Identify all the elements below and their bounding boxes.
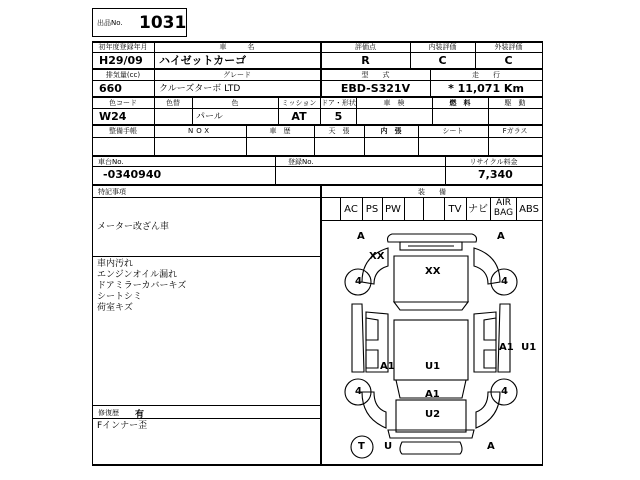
list-item: エンジンオイル漏れ: [97, 270, 178, 280]
grade-label: グレード: [223, 71, 251, 79]
mark-roof: U1: [425, 361, 441, 372]
mark-tire-fr: 4: [501, 276, 508, 287]
mark-tire-rl: 4: [355, 386, 362, 397]
lot-box: [92, 8, 187, 37]
mark-tire-fl: 4: [355, 276, 362, 287]
equip-ac: AC: [344, 204, 358, 215]
roof-label: 天 張: [328, 127, 350, 135]
list-item: 荷室キズ: [97, 303, 133, 313]
hood-outline: [394, 256, 468, 302]
repair-detail: Fインナー歪: [97, 421, 148, 431]
mark-front-left: A: [357, 231, 365, 242]
inspection-label: 車 検: [383, 99, 405, 107]
color-code-label: 色コード: [109, 99, 137, 107]
mileage-value: * 11,071 Km: [448, 82, 524, 95]
car-name-label: 車 名: [219, 43, 255, 51]
nox-label: NOX: [187, 127, 213, 135]
fuel-label: 燃 料: [449, 99, 471, 107]
mark-hood: XX: [425, 266, 441, 277]
reg-no-label: 登録No.: [288, 158, 314, 166]
mark-front-right: A: [497, 231, 505, 242]
repair-value: 有: [135, 410, 145, 420]
mileage-label: 走 行: [472, 71, 500, 79]
equip-pw: PW: [385, 204, 401, 215]
recycle-label: リサイクル料金: [469, 158, 518, 166]
first-reg-label: 初年度登録年月: [98, 43, 148, 51]
grade-value: クルーズターボ LTD: [159, 84, 241, 94]
model-value: EBD-S321V: [340, 82, 411, 95]
mark-rear-left: U: [384, 441, 393, 452]
repair-label: 修復歴: [98, 409, 119, 417]
mark-rear-right: A: [487, 441, 495, 452]
f-glass-label: Fガラス: [502, 127, 528, 135]
door-shape-label: ドア・形状: [321, 99, 356, 107]
left-side-outline: [352, 304, 364, 372]
mark-spare-tire: T: [358, 441, 365, 452]
notes-list: [97, 259, 186, 314]
history-label: 車 歴: [269, 127, 291, 135]
right-side-outline: [498, 304, 510, 372]
notes-label: 特記事項: [98, 188, 126, 196]
chassis-value: -0340940: [103, 168, 162, 181]
maintenance-label: 整備手帳: [109, 127, 137, 135]
equip-navi: ナビ: [468, 204, 488, 215]
color-value: パール: [196, 112, 223, 122]
notes-line1: メーター改ざん車: [97, 222, 170, 232]
recycle-value: 7,340: [478, 168, 513, 181]
mark-rear-roof: A1: [425, 389, 440, 400]
equipment-label: 装 備: [418, 188, 446, 196]
color-code-value: W24: [99, 110, 127, 123]
car-name-value: ハイゼットカーゴ: [159, 54, 247, 67]
equip-airbag: AIR BAG: [493, 198, 514, 218]
transmission-value: AT: [291, 110, 307, 123]
chassis-label: 車台No.: [98, 158, 124, 166]
model-label: 型 式: [361, 71, 390, 79]
list-item: シートシミ: [97, 292, 143, 302]
front-bumper-outline: [388, 234, 477, 242]
displacement-value: 660: [99, 82, 122, 95]
seat-label: シート: [442, 127, 464, 135]
mark-tire-rr: 4: [501, 386, 508, 397]
lot-number: 1031: [139, 13, 187, 33]
equip-tv: TV: [448, 204, 462, 215]
first-reg-value: H29/09: [99, 54, 143, 67]
drive-label: 駆 動: [504, 99, 526, 107]
color-label: 色: [231, 99, 239, 107]
mark-right-side: A1 U1: [499, 342, 537, 353]
transmission-label: ミッション: [281, 99, 317, 107]
door-shape-value: 5: [334, 110, 343, 123]
exterior-label: 外装評価: [494, 43, 523, 51]
interior-label: 内装評価: [428, 43, 457, 51]
equip-abs: ABS: [519, 204, 539, 215]
front-right-fender: [474, 248, 500, 284]
list-item: 車内汚れ: [97, 259, 134, 269]
mark-cargo: U2: [425, 409, 441, 420]
score-value: R: [361, 54, 370, 67]
mark-left-side: A1: [380, 361, 395, 372]
interior-value: C: [438, 54, 447, 67]
list-item: ドアミラーカバーキズ: [97, 281, 187, 291]
score-label: 評価点: [355, 43, 376, 51]
mark-bumper: XX: [369, 251, 385, 262]
exterior-value: C: [504, 54, 513, 67]
color-change-label: 色替: [166, 99, 180, 107]
interior-trim-label: 内 張: [380, 127, 402, 135]
equip-ps: PS: [365, 204, 379, 215]
lot-label: 出品No.: [97, 19, 123, 27]
displacement-label: 排気量(cc): [105, 71, 141, 79]
